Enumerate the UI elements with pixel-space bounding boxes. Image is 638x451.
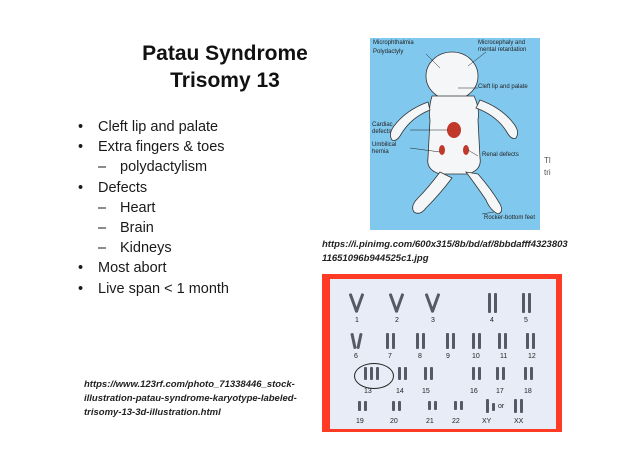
karyo-label: 6 — [354, 353, 358, 360]
title-line-2: Trisomy 13 — [170, 69, 280, 92]
dash-marker: – — [98, 159, 107, 176]
chromosome — [532, 333, 535, 349]
chromosome — [504, 333, 507, 349]
sub-bullet-item: – Kidneys — [78, 238, 229, 258]
chromosome — [530, 367, 533, 380]
label-cardiac-2: defects — [372, 129, 392, 135]
chromosome — [478, 333, 481, 349]
bullet-marker: • — [78, 119, 84, 135]
label-umbilical-1: Umbilical — [372, 142, 397, 148]
bullet-item: • Live span < 1 month — [78, 279, 229, 299]
dash-marker: – — [98, 240, 107, 257]
chromosome — [494, 293, 497, 313]
chromosome — [528, 293, 531, 313]
chromosome — [424, 367, 427, 380]
dash-marker: – — [98, 199, 107, 216]
baby-drawing — [370, 38, 540, 230]
label-rocker: Rocker-bottom feet — [484, 215, 536, 221]
karyo-label: 21 — [426, 418, 434, 425]
dash-marker: – — [98, 220, 107, 237]
bullet-list — [78, 117, 229, 299]
label-microphthalmia: Microphthalmia — [373, 40, 414, 46]
bullet-item: • Most abort — [78, 258, 229, 278]
chromosome — [502, 367, 505, 380]
label-microcephaly: Microcephaly and — [478, 40, 526, 46]
chromosome — [392, 401, 395, 411]
chromosome — [446, 333, 449, 349]
chromosome — [486, 399, 489, 413]
chromosome — [386, 333, 389, 349]
chromosome — [520, 399, 523, 413]
chromosome — [431, 293, 441, 313]
image-source-citation-top: https://i.pinimg.com/600x315/8b/bd/af/8bbdafff4323803 11651096b944525c1.jpg — [322, 239, 568, 264]
chromosome — [358, 401, 361, 411]
chromosome — [392, 333, 395, 349]
chromosome — [460, 401, 463, 410]
chromosome — [454, 401, 457, 410]
chromosome — [356, 333, 362, 349]
label-umbilical-2: hernia — [372, 149, 389, 155]
karyo-label: 15 — [422, 388, 430, 395]
cut-off-text-2: tri — [544, 168, 551, 177]
karyotype-image — [322, 274, 562, 432]
bullet-marker: • — [78, 179, 84, 196]
karyo-label: XX — [514, 418, 524, 425]
image-source-citation-bottom: https://www.123rf.com/photo_71338446_stock- illustration-patau-syndrome-karyotype-labeled- trisomy-13-3d-illustration.html — [84, 379, 297, 418]
chromosome — [428, 401, 431, 410]
bullet-marker: • — [78, 260, 84, 277]
baby-illustration — [370, 38, 540, 230]
chromosome — [522, 293, 525, 313]
karyotype-panel — [330, 279, 556, 429]
chromosome — [398, 367, 401, 380]
karyo-or: or — [498, 403, 505, 410]
chromosome — [492, 403, 495, 411]
bullet-item: • Defects — [78, 178, 229, 198]
sub-bullet-item: – polydactylism — [78, 157, 229, 177]
chromosome — [398, 401, 401, 411]
chromosome — [478, 367, 481, 380]
chromosome — [472, 367, 475, 380]
karyo-label: 9 — [446, 353, 450, 360]
trisomy-13-highlight-circle — [354, 363, 394, 389]
karyo-label: 10 — [472, 353, 480, 360]
chromosome — [355, 293, 365, 313]
chromosome — [416, 333, 419, 349]
chromosome — [452, 333, 455, 349]
karyo-label: 18 — [524, 388, 532, 395]
label-polydactyly: Polydactyly — [373, 49, 404, 55]
chromosome — [514, 399, 517, 413]
karyo-label: 4 — [490, 317, 494, 324]
chromosome — [526, 333, 529, 349]
karyo-label: 14 — [396, 388, 404, 395]
sub-bullet-item: – Brain — [78, 218, 229, 238]
chromosome — [364, 401, 367, 411]
chromosome — [376, 367, 379, 380]
bullet-item: • Extra fingers & toes — [78, 137, 229, 157]
chromosome — [488, 293, 491, 313]
karyo-label: 17 — [496, 388, 504, 395]
chromosome — [430, 367, 433, 380]
bullet-item: • Cleft lip and palate — [78, 117, 229, 137]
karyo-label: 12 — [528, 353, 536, 360]
chromosome — [434, 401, 437, 410]
karyo-label: 1 — [355, 317, 359, 324]
bullet-marker: • — [78, 280, 84, 297]
chromosome — [370, 367, 373, 380]
cut-off-text-1: Tl — [544, 156, 551, 165]
label-cardiac-1: Cardiac — [372, 122, 393, 128]
chromosome — [404, 367, 407, 380]
chromosome — [496, 367, 499, 380]
slide-title — [110, 40, 340, 94]
karyo-label: 19 — [356, 418, 364, 425]
karyo-label: XY — [482, 418, 492, 425]
chromosome — [422, 333, 425, 349]
karyo-label: 13 — [364, 388, 372, 395]
karyo-label: 16 — [470, 388, 478, 395]
karyo-label: 2 — [395, 317, 399, 324]
chromosome — [472, 333, 475, 349]
bullet-marker: • — [78, 139, 84, 156]
karyo-label: 20 — [390, 418, 398, 425]
chromosome — [524, 367, 527, 380]
karyo-label: 22 — [452, 418, 460, 425]
karyo-label: 11 — [500, 353, 508, 360]
chromosome — [395, 293, 405, 313]
sub-bullet-item: – Heart — [78, 198, 229, 218]
karyo-label: 5 — [524, 317, 528, 324]
karyo-label: 3 — [431, 317, 435, 324]
title-line-1: Patau Syndrome — [142, 42, 308, 65]
label-renal: Renal defects — [482, 152, 519, 158]
chromosome — [364, 367, 367, 380]
label-cleft: Cleft lip and palate — [478, 84, 528, 90]
label-mental: mental retardation — [478, 47, 527, 53]
karyo-label: 8 — [418, 353, 422, 360]
karyo-label: 7 — [388, 353, 392, 360]
chromosome — [498, 333, 501, 349]
